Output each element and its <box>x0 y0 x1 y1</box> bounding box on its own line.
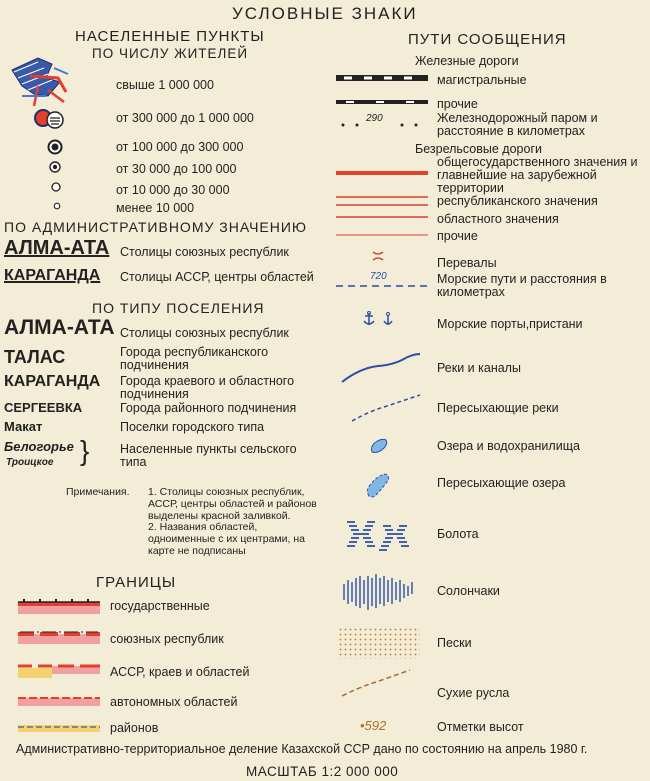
salt-marsh-label: Солончаки <box>437 584 500 598</box>
population-class-6: менее 10 000 <box>116 201 195 215</box>
border-label-2: союзных республик <box>110 632 224 646</box>
rivers-label: Реки и каналы <box>437 361 521 375</box>
road-other-symbol <box>336 233 428 237</box>
border-district-symbol <box>18 722 100 734</box>
city-100k-symbol <box>47 139 63 155</box>
road-republican-symbol <box>336 195 428 207</box>
railway-other-symbol <box>336 99 428 105</box>
type-heading: ПО ТИПУ ПОСЕЛЕНИЯ <box>92 300 265 316</box>
legend-title: УСЛОВНЫЕ ЗНАКИ <box>232 4 418 23</box>
passes-label: Перевалы <box>437 256 497 270</box>
type-desc-5: Поселки городского типа <box>120 420 265 434</box>
type-sample-1: АЛМА-АТА <box>4 316 115 339</box>
lake-symbol <box>368 436 390 456</box>
lakes-label: Озера и водохранилища <box>437 439 580 453</box>
type-desc-2: Города республиканского подчинения <box>120 345 269 372</box>
border-label-3: АССР, краев и областей <box>110 665 250 679</box>
population-class-4: от 30 000 до 100 000 <box>116 162 237 176</box>
settlements-heading: НАСЕЛЕННЫЕ ПУНКТЫ <box>75 28 265 45</box>
sea-route-distance: 720 <box>370 271 387 282</box>
type-sample-2: ТАЛАС <box>4 347 66 367</box>
brace-symbol: } <box>80 435 90 466</box>
type-desc-4: Города районного подчинения <box>120 401 297 415</box>
borders-heading: ГРАНИЦЫ <box>96 574 177 591</box>
border-label-1: государственные <box>110 599 210 613</box>
railway-main-symbol <box>336 74 428 82</box>
type-desc-3: Города краевого и областного подчинения <box>120 374 295 401</box>
population-class-1: свыше 1 000 000 <box>116 78 214 92</box>
type-sample-5: Макат <box>4 419 43 434</box>
elevation-mark: •592 <box>360 718 387 733</box>
population-class-3: от 100 000 до 300 000 <box>116 140 244 154</box>
sea-route-symbol <box>336 284 428 288</box>
note-1: 1. Столицы союзных республик, АССР, центры областей и районов выделены красной заливкой. <box>148 486 317 522</box>
admin-sample-center: КАРАГАНДА <box>4 267 101 284</box>
population-class-5: от 10 000 до 30 000 <box>116 183 230 197</box>
sands-symbol <box>338 627 420 659</box>
type-desc-1: Столицы союзных республик <box>120 326 289 340</box>
type-sample-6: Белогорье <box>4 439 74 454</box>
dry-lakes-label: Пересыхающие озера <box>437 476 566 490</box>
anchor-icon <box>362 311 398 327</box>
dry-beds-label: Сухие русла <box>437 686 510 700</box>
by-population-heading: ПО ЧИСЛУ ЖИТЕЛЕЙ <box>92 46 249 61</box>
dry-rivers-label: Пересыхающие реки <box>437 401 559 415</box>
type-sample-3: КАРАГАНДА <box>4 373 101 390</box>
city-30k-symbol <box>49 161 61 173</box>
elevations-label: Отметки высот <box>437 720 524 734</box>
footer-note: Административно-территориальное деление Казахской ССР дано по состоянию на апрель 1980 г. <box>16 742 588 756</box>
road-regional-label: областного значения <box>437 212 559 226</box>
swamps-label: Болота <box>437 527 479 541</box>
roads-heading: Безрельсовые дороги <box>415 142 542 156</box>
admin-desc-capital: Столицы союзных республик <box>120 245 289 259</box>
border-assr-symbol <box>18 660 100 680</box>
dry-bed-symbol <box>340 668 412 698</box>
sands-label: Пески <box>437 636 472 650</box>
border-label-4: автономных областей <box>110 695 238 709</box>
road-other-label: прочие <box>437 229 478 243</box>
dry-lake-symbol <box>363 470 393 500</box>
ferry-label: Железнодорожный паром и расстояние в километрах <box>437 111 598 138</box>
scale-label: МАСШТАБ 1:2 000 000 <box>246 764 399 779</box>
type-desc-6: Населенные пункты сельского типа <box>120 442 297 469</box>
type-sample-6b: Троицкое <box>6 457 54 468</box>
border-autonomous-symbol <box>18 694 100 708</box>
admin-sample-capital: АЛМА-АТА <box>4 237 110 259</box>
dry-river-symbol <box>350 393 422 423</box>
road-national-label: общегосударственного значения и главнейшие на зарубежной территории <box>437 155 638 195</box>
notes-label: Примечания. <box>66 486 130 498</box>
mountain-pass-symbol <box>372 251 384 261</box>
road-national-symbol <box>336 170 428 176</box>
road-regional-symbol <box>336 215 428 219</box>
note-2: 2. Названия областей, одноименные с их центрами, на карте не подписаны <box>148 521 305 557</box>
ports-label: Морские порты,пристани <box>437 317 583 331</box>
population-class-2: от 300 000 до 1 000 000 <box>116 111 254 125</box>
swamp-symbol <box>345 518 413 556</box>
railways-heading: Железные дороги <box>415 54 519 68</box>
city-300k-symbol <box>45 110 65 130</box>
river-symbol <box>340 350 422 384</box>
border-label-5: районов <box>110 721 159 735</box>
road-republican-label: республиканского значения <box>437 194 598 208</box>
ferry-distance: 290 <box>366 113 383 124</box>
sea-routes-label: Морские пути и расстояния в километрах <box>437 272 607 299</box>
salt-marsh-symbol <box>340 570 420 614</box>
type-sample-4: СЕРГЕЕВКА <box>4 400 83 415</box>
border-state-symbol <box>18 599 100 615</box>
routes-heading: ПУТИ СООБЩЕНИЯ <box>408 31 567 48</box>
railway-other-label: прочие <box>437 97 478 111</box>
admin-desc-center: Столицы АССР, центры областей <box>120 270 314 284</box>
city-10k-symbol <box>51 182 61 192</box>
settlement-small-symbol <box>53 202 61 210</box>
admin-heading: ПО АДМИНИСТРАТИВНОМУ ЗНАЧЕНИЮ <box>4 219 308 235</box>
border-union-republic-symbol <box>18 630 100 646</box>
railway-main-label: магистральные <box>437 73 527 87</box>
